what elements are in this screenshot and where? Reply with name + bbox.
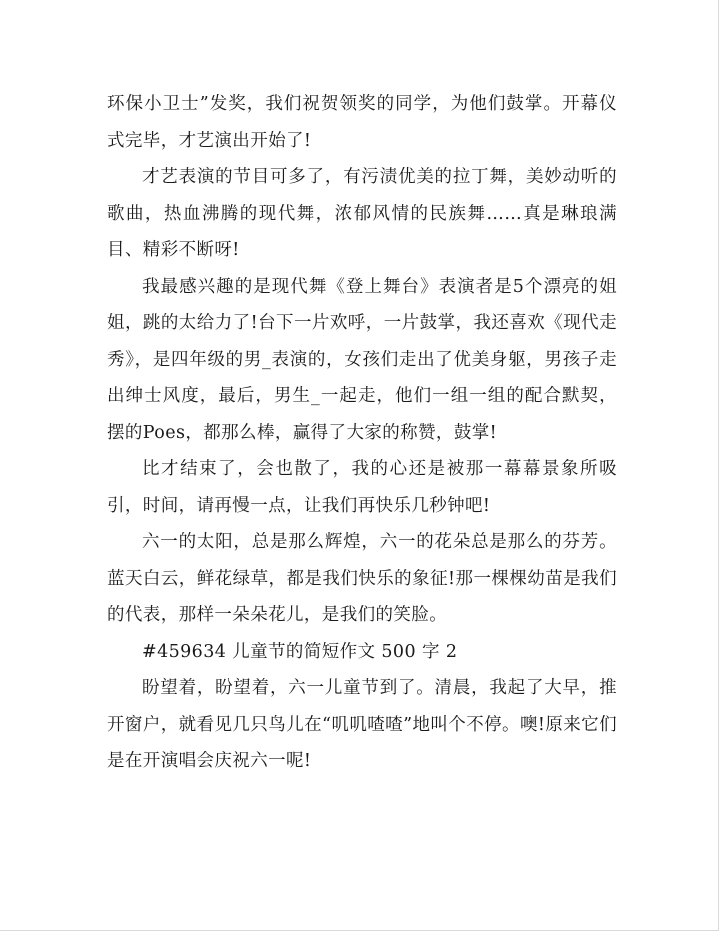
document-body [107, 86, 617, 780]
paragraph-5: 六一的太阳，总是那么辉煌，六一的花朵总是那么的芬芳。蓝天白云，鲜花绿草，都是我们快乐的象征!那一棵棵幼苗是我们的代表，那样一朵朵花儿，是我们的笑脸。 [107, 532, 617, 625]
paragraph-1: 环保小卫士”发奖，我们祝贺领奖的同学，为他们鼓掌。开幕仪式完毕，才艺演出开始了! [107, 94, 617, 151]
section-heading: #459634 儿童节的简短作文 500 字 2 [142, 641, 458, 662]
paragraph-3: 我最感兴趣的是现代舞《登上舞台》表演者是5个漂亮的姐姐，跳的太给力了!台下一片欢呼，一片鼓掌，我还喜欢《现代走秀》，是四年级的男_表演的，女孩们走出了优美身躯，男孩子走出绅士风度，最后，男生_一起走，他们一组一组的配合默契，摆的Poes，都那么棒，赢得了大家的称赞，鼓掌! [107, 276, 617, 443]
paragraph-6: 盼望着，盼望着，六一儿童节到了。清晨，我起了大早，推开窗户，就看见几只鸟儿在“叽叽喳喳”地叫个不停。噢!原来它们是在开演唱会庆祝六一呢! [107, 678, 617, 771]
paragraph-2: 才艺表演的节目可多了，有污渍优美的拉丁舞，美妙动听的歌曲，热血沸腾的现代舞，浓郁风情的民族舞……真是琳琅满目、精彩不断呀! [107, 167, 617, 260]
paragraph-4: 比才结束了，会也散了，我的心还是被那一幕幕景象所吸引，时间，请再慢一点，让我们再快乐几秒钟吧! [107, 459, 617, 516]
